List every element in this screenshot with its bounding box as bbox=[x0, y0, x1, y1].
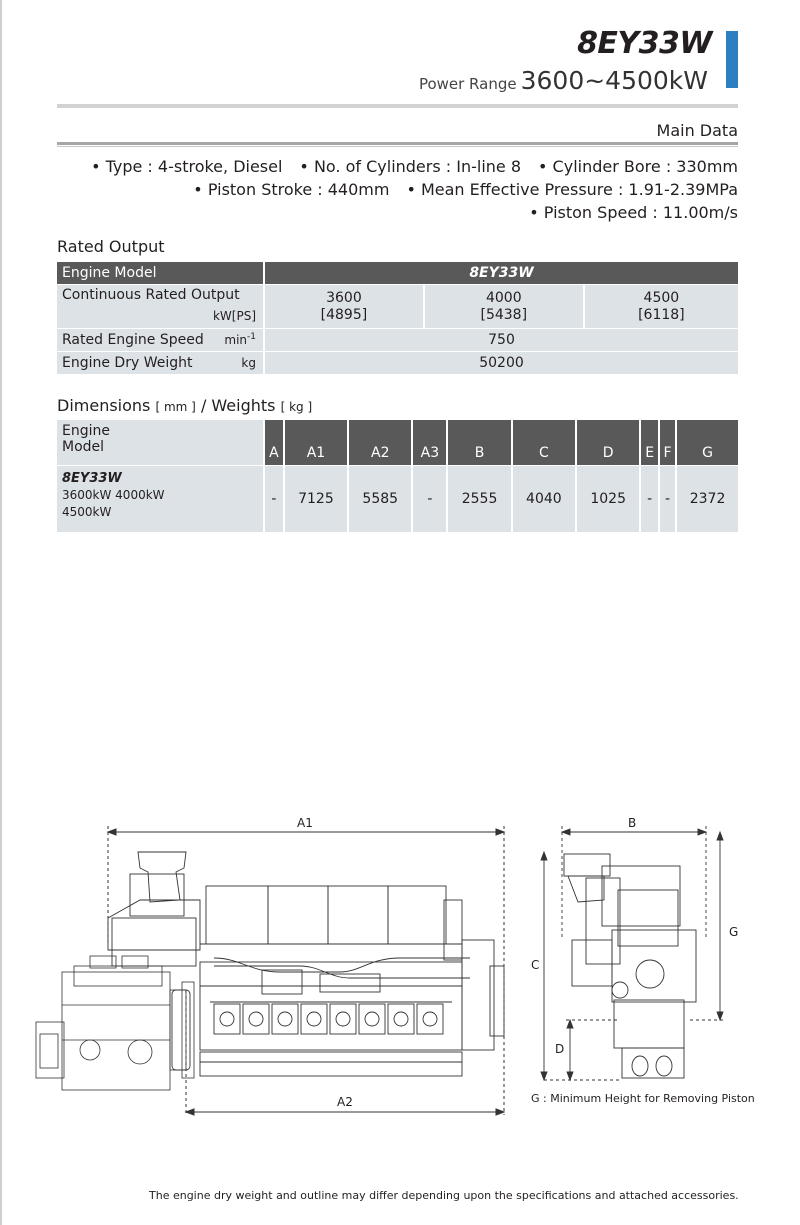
col-header-b: B bbox=[448, 420, 512, 466]
col-header-a: A bbox=[265, 420, 285, 466]
engine-model-cell bbox=[57, 466, 265, 533]
speed-unit bbox=[224, 332, 256, 347]
spec-type: • Type : 4-stroke, Diesel bbox=[91, 157, 283, 176]
col-header-g: G bbox=[677, 420, 738, 466]
power-range-label: Power Range bbox=[418, 75, 517, 93]
engine-block bbox=[108, 852, 504, 1076]
spec-bore: • Cylinder Bore : 330mm bbox=[538, 157, 738, 176]
speed-unit-base: min bbox=[224, 333, 248, 347]
dim-label-d: D bbox=[555, 1042, 565, 1056]
dim-e-value: - bbox=[641, 466, 660, 533]
spec-cylinders: • No. of Cylinders : In-line 8 bbox=[299, 157, 522, 176]
cro-value-3 bbox=[585, 285, 738, 329]
main-data-divider bbox=[57, 142, 738, 147]
dim-b-value: 2555 bbox=[448, 466, 512, 533]
spec-line-2 bbox=[74, 178, 738, 201]
cro-ps-1: [4895] bbox=[320, 306, 368, 323]
dim-f-value: - bbox=[660, 466, 677, 533]
col-header-line-1: Engine bbox=[62, 423, 110, 439]
weight-unit: kg bbox=[241, 356, 256, 370]
main-data-specs bbox=[74, 155, 738, 224]
col-header-a2: A2 bbox=[349, 420, 413, 466]
cro-unit: kW[PS] bbox=[212, 309, 256, 323]
power-range-value: 3600~4500kW bbox=[520, 66, 708, 95]
speed-label: Rated Engine Speed bbox=[62, 332, 204, 348]
dim-label-a1: A1 bbox=[297, 816, 313, 830]
dims-model-outputs-1: 3600kW 4000kW bbox=[62, 488, 165, 502]
main-data-heading: Main Data bbox=[656, 121, 738, 140]
dimensions-unit-kg: [ kg ] bbox=[280, 400, 313, 414]
dimensions-title-main: Dimensions bbox=[57, 396, 151, 415]
rated-output-table bbox=[57, 262, 738, 375]
engine-model-title: 8EY33W bbox=[577, 26, 712, 61]
spec-stroke: • Piston Stroke : 440mm bbox=[193, 180, 390, 199]
engine-outline-drawing bbox=[0, 790, 800, 1130]
cro-value-2 bbox=[425, 285, 585, 329]
dims-model-outputs-2: 4500kW bbox=[62, 505, 112, 519]
dimensions-title bbox=[57, 396, 312, 415]
cro-ps-2: [5438] bbox=[480, 306, 528, 323]
footnote: The engine dry weight and outline may differ depending upon the specifications and attached accessories. bbox=[149, 1189, 739, 1202]
engine-model-header-value: 8EY33W bbox=[265, 262, 738, 285]
weight-label: Engine Dry Weight bbox=[62, 355, 193, 371]
table-header-row bbox=[57, 262, 738, 285]
dim-a1-value: 7125 bbox=[285, 466, 349, 533]
engine-side-view bbox=[541, 826, 724, 1080]
col-header-d: D bbox=[577, 420, 641, 466]
col-header-line-2: Model bbox=[62, 439, 105, 455]
spec-mep: • Mean Effective Pressure : 1.91-2.39MPa bbox=[406, 180, 738, 199]
weight-label-cell bbox=[57, 352, 265, 375]
engine-model-header: Engine Model bbox=[57, 262, 265, 285]
table-row bbox=[57, 352, 738, 375]
dim-label-g: G bbox=[729, 925, 739, 939]
speed-unit-sup: -1 bbox=[247, 332, 256, 342]
speed-value: 750 bbox=[265, 329, 738, 352]
power-range bbox=[419, 66, 708, 95]
spec-piston-speed: • Piston Speed : 11.00m/s bbox=[529, 203, 738, 222]
dim-a3-value: - bbox=[413, 466, 448, 533]
col-header-e: E bbox=[641, 420, 660, 466]
spec-line-3 bbox=[74, 201, 738, 224]
table-row bbox=[57, 285, 738, 329]
col-header-a3: A3 bbox=[413, 420, 448, 466]
table-header-row bbox=[57, 420, 738, 466]
header-divider bbox=[57, 104, 738, 108]
dim-c-value: 4040 bbox=[513, 466, 577, 533]
dim-a2-value: 5585 bbox=[349, 466, 413, 533]
dims-model-name: 8EY33W bbox=[62, 471, 122, 486]
col-header-a1: A1 bbox=[285, 420, 349, 466]
engine-model-col-header bbox=[57, 420, 265, 466]
cro-kw-1: 3600 bbox=[326, 289, 362, 306]
cro-value-1 bbox=[265, 285, 425, 329]
accent-bar bbox=[726, 31, 738, 88]
spec-line-1 bbox=[74, 155, 738, 178]
reduction-gear bbox=[36, 956, 194, 1090]
rated-output-title: Rated Output bbox=[57, 237, 165, 256]
table-row bbox=[57, 329, 738, 352]
dim-g-value: 2372 bbox=[677, 466, 738, 533]
g-dimension-note: G : Minimum Height for Removing Piston bbox=[531, 1092, 755, 1105]
weight-value: 50200 bbox=[265, 352, 738, 375]
cro-label: Continuous Rated Output bbox=[62, 287, 240, 303]
dimensions-table bbox=[57, 420, 738, 533]
dim-a-value: - bbox=[265, 466, 285, 533]
dim-label-c: C bbox=[531, 958, 540, 972]
dimensions-unit-mm: [ mm ] bbox=[155, 400, 196, 414]
cro-kw-3: 4500 bbox=[643, 289, 680, 306]
speed-label-cell bbox=[57, 329, 265, 352]
col-header-c: C bbox=[513, 420, 577, 466]
dim-label-b: B bbox=[628, 816, 637, 830]
dim-d-value: 1025 bbox=[577, 466, 641, 533]
table-row bbox=[57, 466, 738, 533]
cro-label-cell bbox=[57, 285, 265, 329]
cro-kw-2: 4000 bbox=[485, 289, 522, 306]
cro-ps-3: [6118] bbox=[638, 306, 685, 323]
dimensions-title-weights: / Weights bbox=[195, 396, 276, 415]
col-header-f: F bbox=[660, 420, 677, 466]
dim-label-a2: A2 bbox=[337, 1095, 353, 1109]
dimension-a1-line bbox=[108, 826, 504, 1115]
